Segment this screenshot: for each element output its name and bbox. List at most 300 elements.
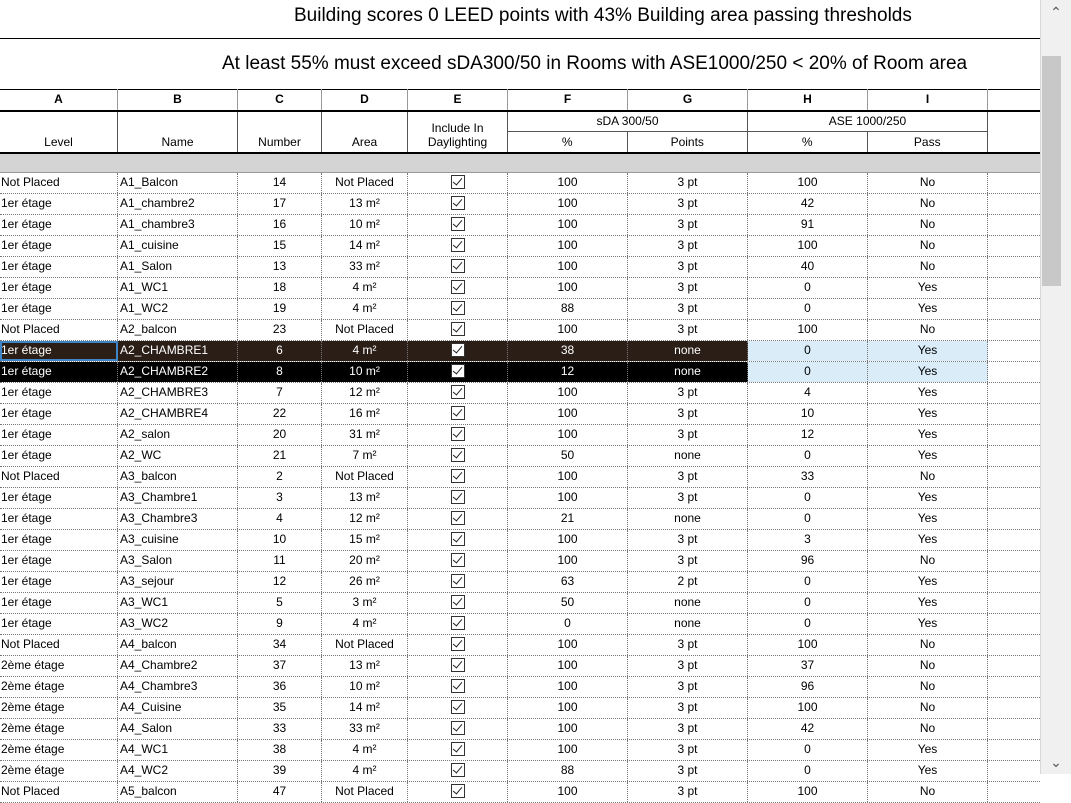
table-row[interactable] [0, 614, 1040, 635]
cell-number[interactable]: 5 [238, 593, 322, 613]
checkbox-checked-icon[interactable] [451, 469, 465, 483]
cell-level[interactable]: 2ème étage [0, 698, 118, 718]
cell-sda-percent[interactable]: 38 [508, 341, 628, 361]
cell-name[interactable]: A1_WC2 [118, 299, 238, 319]
cell-name[interactable]: A4_Salon [118, 719, 238, 739]
cell-include[interactable] [408, 719, 508, 739]
table-row[interactable] [0, 698, 1040, 719]
table-row[interactable] [0, 656, 1040, 677]
cell-sda-percent[interactable]: 100 [508, 320, 628, 340]
cell-area[interactable]: 26 m² [322, 572, 408, 592]
cell-ase-pass[interactable]: Yes [868, 404, 988, 424]
cell-ase-pass[interactable]: Yes [868, 509, 988, 529]
cell-name[interactable]: A2_WC [118, 446, 238, 466]
cell-ase-percent[interactable]: 96 [748, 551, 868, 571]
cell-ase-pass[interactable]: No [868, 467, 988, 487]
cell-area[interactable]: 12 m² [322, 383, 408, 403]
cell-include[interactable] [408, 530, 508, 550]
cell-ase-pass[interactable]: Yes [868, 530, 988, 550]
cell-name[interactable]: A4_WC2 [118, 761, 238, 781]
cell-sda-points[interactable]: 3 pt [628, 299, 748, 319]
cell-number[interactable]: 2 [238, 467, 322, 487]
cell-sda-percent[interactable]: 100 [508, 215, 628, 235]
cell-ase-percent[interactable]: 3 [748, 530, 868, 550]
cell-name[interactable]: A1_chambre2 [118, 194, 238, 214]
cell-sda-points[interactable]: 3 pt [628, 467, 748, 487]
cell-sda-points[interactable]: 3 pt [628, 173, 748, 193]
checkbox-checked-icon[interactable] [451, 700, 465, 714]
table-row[interactable] [0, 593, 1040, 614]
cell-number[interactable]: 14 [238, 173, 322, 193]
cell-area[interactable]: 10 m² [322, 215, 408, 235]
checkbox-checked-icon[interactable] [451, 238, 465, 252]
cell-include[interactable] [408, 488, 508, 508]
cell-number[interactable]: 33 [238, 719, 322, 739]
cell-level[interactable]: 2ème étage [0, 677, 118, 697]
cell-ase-pass[interactable]: No [868, 320, 988, 340]
cell-number[interactable]: 8 [238, 362, 322, 382]
cell-ase-pass[interactable]: No [868, 677, 988, 697]
cell-include[interactable] [408, 467, 508, 487]
cell-sda-points[interactable]: 3 pt [628, 215, 748, 235]
cell-sda-points[interactable]: 3 pt [628, 425, 748, 445]
cell-include[interactable] [408, 362, 508, 382]
cell-name[interactable]: A4_Chambre3 [118, 677, 238, 697]
cell-name[interactable]: A2_CHAMBRE1 [118, 341, 238, 361]
cell-level[interactable]: Not Placed [0, 635, 118, 655]
cell-ase-percent[interactable]: 100 [748, 635, 868, 655]
cell-level[interactable]: 1er étage [0, 341, 118, 361]
cell-ase-pass[interactable]: Yes [868, 299, 988, 319]
cell-level[interactable]: 1er étage [0, 509, 118, 529]
column-letter-e[interactable]: E [408, 89, 508, 110]
cell-number[interactable]: 37 [238, 656, 322, 676]
cell-level[interactable]: 1er étage [0, 299, 118, 319]
cell-number[interactable]: 10 [238, 530, 322, 550]
cell-include[interactable] [408, 383, 508, 403]
cell-ase-pass[interactable]: No [868, 719, 988, 739]
cell-area[interactable]: 13 m² [322, 488, 408, 508]
cell-include[interactable] [408, 551, 508, 571]
column-letter-a[interactable]: A [0, 89, 118, 110]
checkbox-checked-icon[interactable] [451, 280, 465, 294]
header-area[interactable]: Area [322, 112, 408, 152]
cell-ase-pass[interactable]: Yes [868, 614, 988, 634]
table-row[interactable] [0, 236, 1040, 257]
cell-area[interactable]: 15 m² [322, 530, 408, 550]
cell-level[interactable]: 2ème étage [0, 656, 118, 676]
cell-sda-percent[interactable]: 100 [508, 383, 628, 403]
table-row[interactable] [0, 257, 1040, 278]
column-letter-g[interactable]: G [628, 89, 748, 110]
cell-include[interactable] [408, 677, 508, 697]
cell-number[interactable]: 36 [238, 677, 322, 697]
cell-ase-pass[interactable]: No [868, 551, 988, 571]
cell-sda-percent[interactable]: 100 [508, 656, 628, 676]
cell-level[interactable]: 1er étage [0, 278, 118, 298]
cell-area[interactable]: 3 m² [322, 593, 408, 613]
cell-name[interactable]: A3_balcon [118, 467, 238, 487]
cell-ase-percent[interactable]: 37 [748, 656, 868, 676]
cell-sda-points[interactable]: 3 pt [628, 530, 748, 550]
cell-ase-percent[interactable]: 40 [748, 257, 868, 277]
cell-number[interactable]: 19 [238, 299, 322, 319]
table-row[interactable] [0, 362, 1040, 383]
cell-sda-points[interactable]: none [628, 509, 748, 529]
cell-ase-percent[interactable]: 91 [748, 215, 868, 235]
column-letter-i[interactable]: I [868, 89, 988, 110]
cell-area[interactable]: 4 m² [322, 341, 408, 361]
cell-number[interactable]: 23 [238, 320, 322, 340]
cell-sda-percent[interactable]: 100 [508, 488, 628, 508]
cell-area[interactable]: 12 m² [322, 509, 408, 529]
cell-ase-pass[interactable]: No [868, 236, 988, 256]
cell-include[interactable] [408, 614, 508, 634]
cell-include[interactable] [408, 173, 508, 193]
cell-number[interactable]: 13 [238, 257, 322, 277]
cell-name[interactable]: A3_Chambre1 [118, 488, 238, 508]
cell-level[interactable]: 1er étage [0, 551, 118, 571]
checkbox-checked-icon[interactable] [451, 196, 465, 210]
cell-ase-pass[interactable]: No [868, 215, 988, 235]
cell-ase-percent[interactable]: 100 [748, 236, 868, 256]
header-include-daylighting[interactable]: Include In Daylighting [408, 112, 508, 152]
column-letter-d[interactable]: D [322, 89, 408, 110]
cell-sda-points[interactable]: none [628, 593, 748, 613]
cell-sda-percent[interactable]: 100 [508, 236, 628, 256]
checkbox-checked-icon[interactable] [451, 406, 465, 420]
cell-include[interactable] [408, 782, 508, 802]
cell-sda-percent[interactable]: 100 [508, 719, 628, 739]
cell-ase-pass[interactable]: Yes [868, 425, 988, 445]
table-row[interactable] [0, 404, 1040, 425]
cell-name[interactable]: A1_WC1 [118, 278, 238, 298]
cell-include[interactable] [408, 320, 508, 340]
table-row[interactable] [0, 194, 1040, 215]
cell-sda-percent[interactable]: 100 [508, 173, 628, 193]
cell-sda-points[interactable]: 3 pt [628, 698, 748, 718]
cell-include[interactable] [408, 446, 508, 466]
cell-include[interactable] [408, 593, 508, 613]
cell-level[interactable]: 1er étage [0, 215, 118, 235]
cell-level[interactable]: 1er étage [0, 362, 118, 382]
checkbox-checked-icon[interactable] [451, 679, 465, 693]
cell-name[interactable]: A5_balcon [118, 782, 238, 802]
table-row[interactable] [0, 425, 1040, 446]
cell-name[interactable]: A1_Balcon [118, 173, 238, 193]
cell-level[interactable]: 1er étage [0, 446, 118, 466]
cell-ase-percent[interactable]: 0 [748, 362, 868, 382]
cell-ase-percent[interactable]: 12 [748, 425, 868, 445]
cell-sda-percent[interactable]: 100 [508, 551, 628, 571]
checkbox-checked-icon[interactable] [451, 721, 465, 735]
checkbox-checked-icon[interactable] [451, 364, 465, 378]
checkbox-checked-icon[interactable] [451, 574, 465, 588]
cell-sda-percent[interactable]: 100 [508, 404, 628, 424]
cell-sda-points[interactable]: none [628, 362, 748, 382]
table-row[interactable] [0, 173, 1040, 194]
cell-name[interactable]: A3_Salon [118, 551, 238, 571]
cell-area[interactable]: Not Placed [322, 320, 408, 340]
cell-name[interactable]: A3_WC1 [118, 593, 238, 613]
cell-ase-pass[interactable]: Yes [868, 278, 988, 298]
cell-area[interactable]: Not Placed [322, 782, 408, 802]
cell-level[interactable]: 1er étage [0, 572, 118, 592]
cell-level[interactable]: 1er étage [0, 425, 118, 445]
cell-include[interactable] [408, 698, 508, 718]
cell-area[interactable]: 13 m² [322, 194, 408, 214]
header-number[interactable]: Number [238, 112, 322, 152]
cell-ase-percent[interactable]: 0 [748, 299, 868, 319]
cell-include[interactable] [408, 740, 508, 760]
cell-level[interactable]: 1er étage [0, 593, 118, 613]
cell-include[interactable] [408, 194, 508, 214]
cell-sda-points[interactable]: none [628, 341, 748, 361]
header-ase-pass[interactable]: Pass [913, 135, 941, 149]
cell-name[interactable]: A1_Salon [118, 257, 238, 277]
cell-sda-percent[interactable]: 100 [508, 257, 628, 277]
checkbox-checked-icon[interactable] [451, 637, 465, 651]
vertical-scrollbar[interactable] [1040, 0, 1071, 774]
header-sda-percent[interactable]: % [508, 132, 628, 152]
cell-ase-percent[interactable]: 0 [748, 614, 868, 634]
cell-ase-percent[interactable]: 42 [748, 194, 868, 214]
cell-number[interactable]: 21 [238, 446, 322, 466]
cell-ase-pass[interactable]: No [868, 635, 988, 655]
table-row[interactable] [0, 446, 1040, 467]
cell-number[interactable]: 6 [238, 341, 322, 361]
cell-level[interactable]: Not Placed [0, 467, 118, 487]
checkbox-checked-icon[interactable] [451, 553, 465, 567]
cell-name[interactable]: A3_cuisine [118, 530, 238, 550]
cell-level[interactable]: 1er étage [0, 383, 118, 403]
header-name[interactable]: Name [118, 112, 238, 152]
cell-include[interactable] [408, 509, 508, 529]
cell-include[interactable] [408, 572, 508, 592]
cell-sda-percent[interactable]: 88 [508, 299, 628, 319]
cell-ase-percent[interactable]: 10 [748, 404, 868, 424]
cell-sda-points[interactable]: 3 pt [628, 782, 748, 802]
cell-name[interactable]: A3_sejour [118, 572, 238, 592]
cell-area[interactable]: 4 m² [322, 299, 408, 319]
checkbox-checked-icon[interactable] [451, 175, 465, 189]
cell-ase-percent[interactable]: 100 [748, 320, 868, 340]
cell-level[interactable]: 2ème étage [0, 761, 118, 781]
cell-level[interactable]: 1er étage [0, 194, 118, 214]
table-row[interactable] [0, 635, 1040, 656]
column-letter-f[interactable]: F [508, 89, 628, 110]
cell-sda-percent[interactable]: 0 [508, 614, 628, 634]
table-row[interactable] [0, 572, 1040, 593]
cell-ase-pass[interactable]: Yes [868, 740, 988, 760]
cell-level[interactable]: 1er étage [0, 404, 118, 424]
cell-area[interactable]: 4 m² [322, 740, 408, 760]
cell-sda-percent[interactable]: 63 [508, 572, 628, 592]
cell-sda-percent[interactable]: 50 [508, 593, 628, 613]
checkbox-checked-icon[interactable] [451, 322, 465, 336]
cell-level[interactable]: 2ème étage [0, 740, 118, 760]
cell-sda-points[interactable]: 2 pt [628, 572, 748, 592]
cell-ase-pass[interactable]: Yes [868, 572, 988, 592]
cell-sda-percent[interactable]: 100 [508, 467, 628, 487]
cell-level[interactable]: 1er étage [0, 236, 118, 256]
cell-name[interactable]: A2_CHAMBRE3 [118, 383, 238, 403]
cell-ase-percent[interactable]: 0 [748, 572, 868, 592]
cell-ase-pass[interactable]: Yes [868, 593, 988, 613]
checkbox-checked-icon[interactable] [451, 217, 465, 231]
cell-number[interactable]: 3 [238, 488, 322, 508]
cell-level[interactable]: Not Placed [0, 173, 118, 193]
cell-ase-pass[interactable]: Yes [868, 341, 988, 361]
cell-ase-percent[interactable]: 0 [748, 593, 868, 613]
cell-name[interactable]: A4_WC1 [118, 740, 238, 760]
cell-area[interactable]: 10 m² [322, 677, 408, 697]
cell-include[interactable] [408, 236, 508, 256]
cell-include[interactable] [408, 215, 508, 235]
cell-ase-percent[interactable]: 100 [748, 782, 868, 802]
cell-sda-points[interactable]: 3 pt [628, 383, 748, 403]
header-ase-percent[interactable]: % [748, 132, 868, 152]
table-row[interactable] [0, 341, 1040, 362]
cell-include[interactable] [408, 425, 508, 445]
cell-sda-percent[interactable]: 21 [508, 509, 628, 529]
cell-include[interactable] [408, 656, 508, 676]
cell-area[interactable]: 10 m² [322, 362, 408, 382]
cell-level[interactable]: 1er étage [0, 530, 118, 550]
checkbox-checked-icon[interactable] [451, 448, 465, 462]
cell-name[interactable]: A4_Cuisine [118, 698, 238, 718]
table-row[interactable] [0, 509, 1040, 530]
checkbox-checked-icon[interactable] [451, 343, 465, 357]
checkbox-checked-icon[interactable] [451, 616, 465, 630]
cell-level[interactable]: Not Placed [0, 782, 118, 802]
cell-number[interactable]: 39 [238, 761, 322, 781]
cell-sda-points[interactable]: 3 pt [628, 656, 748, 676]
table-row[interactable] [0, 551, 1040, 572]
cell-name[interactable]: A2_salon [118, 425, 238, 445]
cell-sda-percent[interactable]: 100 [508, 635, 628, 655]
cell-name[interactable]: A4_balcon [118, 635, 238, 655]
table-row[interactable] [0, 467, 1040, 488]
checkbox-checked-icon[interactable] [451, 532, 465, 546]
cell-sda-percent[interactable]: 100 [508, 425, 628, 445]
cell-ase-pass[interactable]: Yes [868, 383, 988, 403]
column-letter-c[interactable]: C [238, 89, 322, 110]
checkbox-checked-icon[interactable] [451, 490, 465, 504]
table-row[interactable] [0, 320, 1040, 341]
cell-number[interactable]: 9 [238, 614, 322, 634]
table-row[interactable] [0, 215, 1040, 236]
cell-number[interactable]: 17 [238, 194, 322, 214]
cell-area[interactable]: 33 m² [322, 719, 408, 739]
cell-include[interactable] [408, 761, 508, 781]
cell-sda-points[interactable]: 3 pt [628, 194, 748, 214]
cell-sda-percent[interactable]: 12 [508, 362, 628, 382]
cell-include[interactable] [408, 257, 508, 277]
checkbox-checked-icon[interactable] [451, 658, 465, 672]
cell-name[interactable]: A2_CHAMBRE2 [118, 362, 238, 382]
table-row[interactable] [0, 278, 1040, 299]
cell-sda-points[interactable]: 3 pt [628, 635, 748, 655]
cell-number[interactable]: 20 [238, 425, 322, 445]
cell-ase-pass[interactable]: Yes [868, 761, 988, 781]
checkbox-checked-icon[interactable] [451, 784, 465, 798]
checkbox-checked-icon[interactable] [451, 259, 465, 273]
cell-ase-percent[interactable]: 42 [748, 719, 868, 739]
cell-sda-percent[interactable]: 100 [508, 278, 628, 298]
table-row[interactable] [0, 530, 1040, 551]
cell-area[interactable]: 31 m² [322, 425, 408, 445]
cell-ase-pass[interactable]: No [868, 194, 988, 214]
cell-ase-percent[interactable]: 0 [748, 341, 868, 361]
cell-sda-percent[interactable]: 100 [508, 698, 628, 718]
table-row[interactable] [0, 488, 1040, 509]
table-row[interactable] [0, 740, 1040, 761]
cell-area[interactable]: Not Placed [322, 635, 408, 655]
cell-area[interactable]: 20 m² [322, 551, 408, 571]
cell-sda-points[interactable]: 3 pt [628, 488, 748, 508]
cell-sda-percent[interactable]: 100 [508, 782, 628, 802]
cell-area[interactable]: 4 m² [322, 278, 408, 298]
cell-ase-pass[interactable]: Yes [868, 362, 988, 382]
cell-number[interactable]: 7 [238, 383, 322, 403]
cell-number[interactable]: 11 [238, 551, 322, 571]
cell-include[interactable] [408, 341, 508, 361]
cell-ase-pass[interactable]: No [868, 782, 988, 802]
cell-sda-percent[interactable]: 100 [508, 530, 628, 550]
cell-area[interactable]: Not Placed [322, 467, 408, 487]
cell-sda-points[interactable]: 3 pt [628, 761, 748, 781]
cell-number[interactable]: 4 [238, 509, 322, 529]
checkbox-checked-icon[interactable] [451, 511, 465, 525]
checkbox-checked-icon[interactable] [451, 301, 465, 315]
cell-sda-percent[interactable]: 100 [508, 740, 628, 760]
cell-ase-pass[interactable]: No [868, 173, 988, 193]
cell-ase-percent[interactable]: 0 [748, 761, 868, 781]
cell-ase-percent[interactable]: 0 [748, 740, 868, 760]
cell-ase-pass[interactable]: No [868, 257, 988, 277]
cell-sda-points[interactable]: 3 pt [628, 719, 748, 739]
cell-ase-pass[interactable]: Yes [868, 446, 988, 466]
cell-ase-pass[interactable]: Yes [868, 488, 988, 508]
chevron-up-icon[interactable]: ⌃ [1050, 4, 1062, 20]
checkbox-checked-icon[interactable] [451, 763, 465, 777]
cell-name[interactable]: A3_Chambre3 [118, 509, 238, 529]
cell-area[interactable]: 33 m² [322, 257, 408, 277]
cell-include[interactable] [408, 299, 508, 319]
cell-sda-points[interactable]: 3 pt [628, 404, 748, 424]
cell-name[interactable]: A1_cuisine [118, 236, 238, 256]
cell-level[interactable]: 2ème étage [0, 719, 118, 739]
table-row[interactable] [0, 383, 1040, 404]
cell-sda-points[interactable]: 3 pt [628, 236, 748, 256]
cell-area[interactable]: 4 m² [322, 761, 408, 781]
cell-sda-points[interactable]: none [628, 446, 748, 466]
table-row[interactable] [0, 761, 1040, 782]
cell-include[interactable] [408, 635, 508, 655]
cell-area[interactable]: 4 m² [322, 614, 408, 634]
checkbox-checked-icon[interactable] [451, 385, 465, 399]
checkbox-checked-icon[interactable] [451, 742, 465, 756]
cell-name[interactable]: A2_balcon [118, 320, 238, 340]
cell-ase-percent[interactable]: 0 [748, 446, 868, 466]
cell-ase-percent[interactable]: 0 [748, 509, 868, 529]
cell-number[interactable]: 22 [238, 404, 322, 424]
cell-sda-points[interactable]: none [628, 614, 748, 634]
cell-ase-percent[interactable]: 0 [748, 488, 868, 508]
cell-name[interactable]: A1_chambre3 [118, 215, 238, 235]
cell-number[interactable]: 18 [238, 278, 322, 298]
